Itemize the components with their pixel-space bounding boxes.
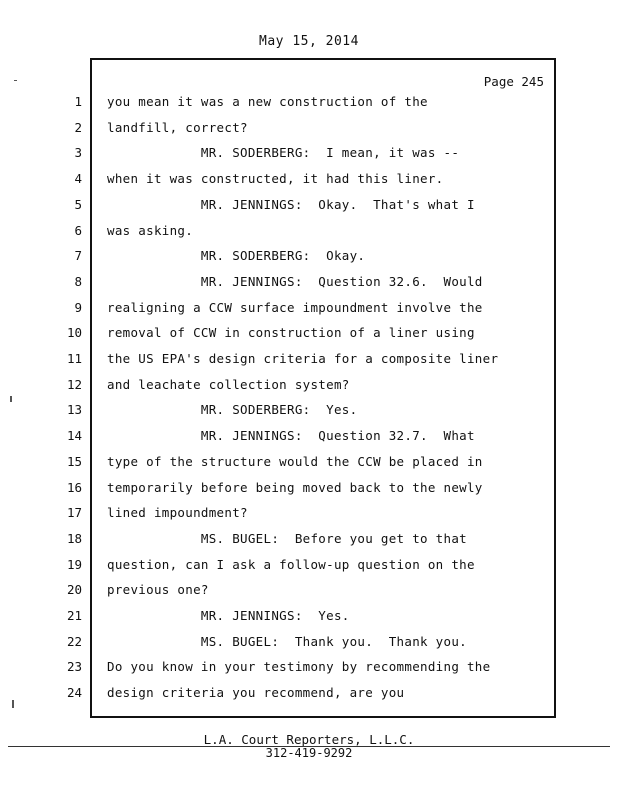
line-number: 21: [66, 608, 82, 623]
line-number: 9: [74, 300, 82, 315]
transcript-line: landfill, correct?: [107, 120, 248, 135]
transcript-line: and leachate collection system?: [107, 377, 350, 392]
transcript-line: Do you know in your testimony by recommending the: [107, 659, 491, 674]
line-number: 22: [66, 634, 82, 649]
transcript-line: MR. JENNINGS: Question 32.6. Would: [107, 274, 483, 289]
transcript-line: MR. JENNINGS: Okay. That's what I: [107, 197, 475, 212]
line-number: 4: [74, 171, 82, 186]
transcript-line: MR. SODERBERG: I mean, it was --: [107, 145, 460, 160]
transcript-line: realigning a CCW surface impoundment involve the: [107, 300, 483, 315]
footer-company: L.A. Court Reporters, L.L.C.: [203, 732, 415, 747]
line-number: 20: [66, 582, 82, 597]
transcript-line: the US EPA's design criteria for a composite liner: [107, 351, 499, 366]
transcript-line: removal of CCW in construction of a liner using: [107, 325, 475, 340]
transcript-line: was asking.: [107, 223, 194, 238]
line-number: 16: [66, 480, 82, 495]
line-number: 10: [66, 325, 82, 340]
transcript-line: you mean it was a new construction of the: [107, 94, 428, 109]
scan-speck: [14, 80, 17, 81]
line-number: 12: [66, 377, 82, 392]
transcript-line: MS. BUGEL: Before you get to that: [107, 531, 467, 546]
line-number: 15: [66, 454, 82, 469]
page-number: Page 245: [483, 74, 544, 89]
transcript-line: design criteria you recommend, are you: [107, 685, 405, 700]
transcript-line: MR. JENNINGS: Yes.: [107, 608, 350, 623]
line-number: 11: [66, 351, 82, 366]
line-number: 24: [66, 685, 82, 700]
transcript-line: temporarily before being moved back to the newly: [107, 480, 483, 495]
line-number: 18: [66, 531, 82, 546]
transcript-line: MR. SODERBERG: Okay.: [107, 248, 366, 263]
transcript-line: previous one?: [107, 582, 209, 597]
transcript-line: question, can I ask a follow-up question on the: [107, 557, 475, 572]
transcript-line: when it was constructed, it had this liner.: [107, 171, 444, 186]
line-number: 3: [74, 145, 82, 160]
line-number: 6: [74, 223, 82, 238]
transcript-line: MS. BUGEL: Thank you. Thank you.: [107, 634, 467, 649]
line-number: 23: [66, 659, 82, 674]
transcript-line: MR. JENNINGS: Question 32.7. What: [107, 428, 475, 443]
header-date: May 15, 2014: [259, 34, 359, 49]
transcript-line: lined impoundment?: [107, 505, 248, 520]
line-number: 7: [74, 248, 82, 263]
line-number: 13: [66, 402, 82, 417]
transcript-line: type of the structure would the CCW be placed in: [107, 454, 483, 469]
line-number: 19: [66, 557, 82, 572]
scan-speck: [12, 700, 14, 708]
scan-speck: [10, 396, 12, 402]
line-number: 14: [66, 428, 82, 443]
line-number: 1: [74, 94, 82, 109]
line-number: 2: [74, 120, 82, 135]
line-number: 8: [74, 274, 82, 289]
footer-phone: 312-419-9292: [265, 746, 353, 760]
line-number: 5: [74, 197, 82, 212]
line-number: 17: [66, 505, 82, 520]
transcript-line: MR. SODERBERG: Yes.: [107, 402, 358, 417]
